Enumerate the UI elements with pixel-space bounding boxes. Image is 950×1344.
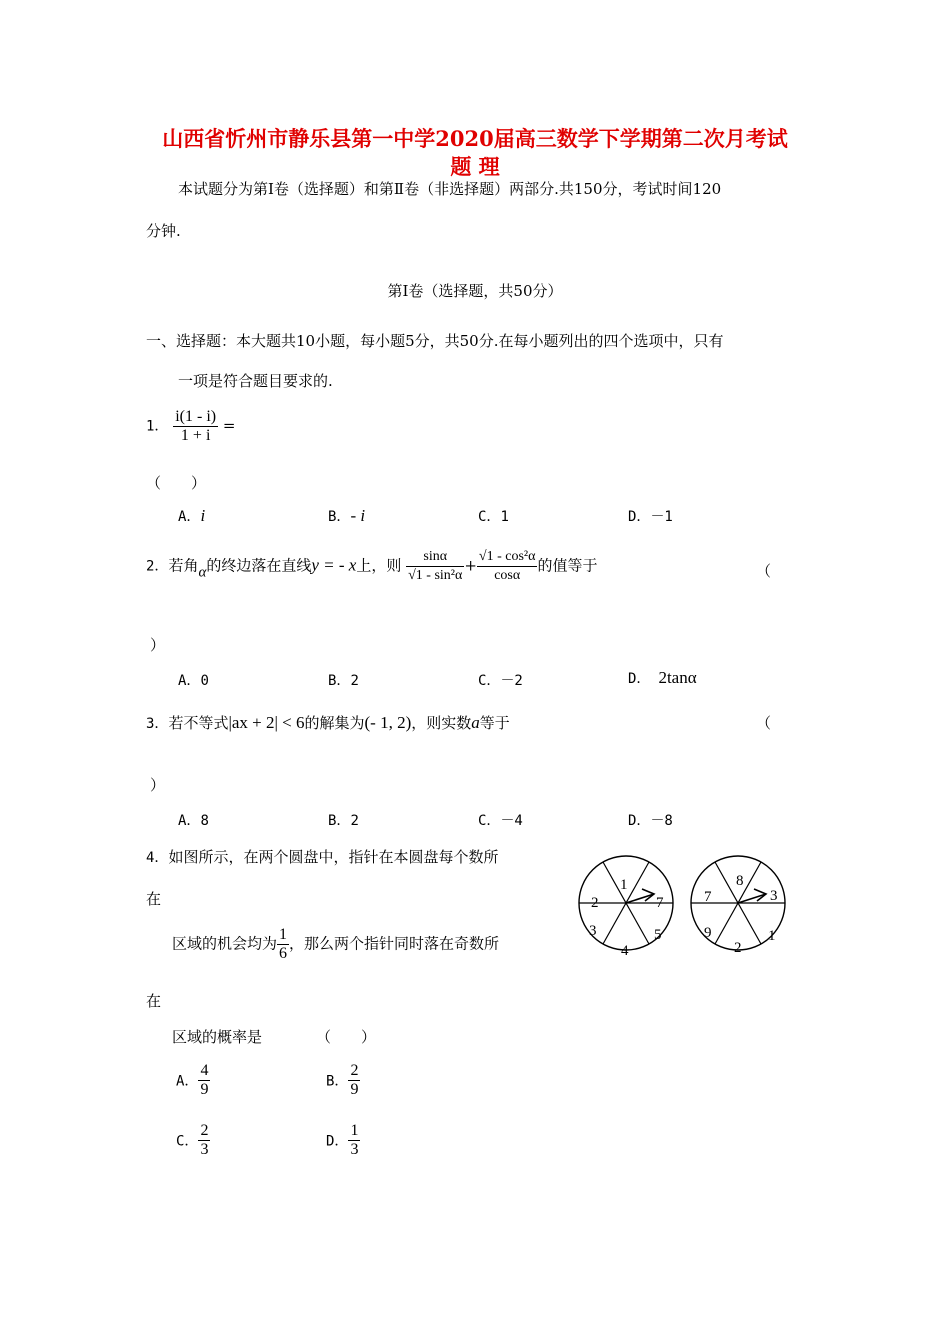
option-label: D． xyxy=(326,1133,349,1150)
disk1-number: 2 xyxy=(591,895,599,911)
q3-option-a xyxy=(178,810,209,830)
spinner-disks-figure xyxy=(570,848,790,960)
option-label: B． xyxy=(326,1073,349,1090)
q1-fraction xyxy=(173,408,218,445)
q3-paren-close: ） xyxy=(150,776,166,794)
option-value: i xyxy=(200,506,206,525)
q4-text2a: 区域的机会均为 xyxy=(172,934,278,953)
q3-number: 3． xyxy=(146,716,169,732)
document-title-line1: 山西省忻州市静乐县第一中学2020届高三数学下学期第二次月考试 xyxy=(162,126,788,151)
q2-f1-den: √1 - sin²α xyxy=(408,568,463,583)
disk-1 xyxy=(579,856,673,959)
option-value: 2 xyxy=(350,673,359,689)
q3-text3: ，则实数 xyxy=(411,714,472,732)
option-label: C． xyxy=(176,1133,199,1150)
q2-fraction-2 xyxy=(477,548,538,585)
q2-option-a xyxy=(178,670,209,690)
option-fraction xyxy=(348,1062,360,1099)
option-num: 1 xyxy=(350,1122,359,1139)
q4-text2b: ，那么两个指针同时落在奇数所 xyxy=(289,934,500,953)
q2-line-equation: y = - x xyxy=(311,555,357,575)
q3-option-c xyxy=(478,810,523,830)
q2-paren-open: （ xyxy=(756,562,772,580)
option-value: 2 xyxy=(350,813,359,829)
q4-option-a xyxy=(176,1062,210,1099)
disk2-number: 8 xyxy=(736,873,744,889)
q3-option-b xyxy=(328,810,359,830)
option-value: 2tanα xyxy=(658,668,697,687)
q2-alpha: α xyxy=(198,564,207,581)
q4-number: 4． xyxy=(146,850,169,866)
option-value: －4 xyxy=(500,813,523,829)
q2-number: 2． xyxy=(146,558,169,575)
option-label: B． xyxy=(328,673,351,689)
q2-f2-den: cosα xyxy=(494,568,521,583)
q4-option-d xyxy=(326,1122,360,1159)
question-3 xyxy=(146,712,510,733)
option-num: 4 xyxy=(200,1062,209,1079)
question-1 xyxy=(146,408,235,445)
option-label: C． xyxy=(478,673,501,689)
disk2-number: 7 xyxy=(704,889,712,905)
q3-interval: (- 1, 2) xyxy=(364,713,412,732)
q2-plus: + xyxy=(464,556,477,575)
q2-option-b xyxy=(328,670,359,690)
q3-text4: 等于 xyxy=(479,714,510,732)
option-fraction xyxy=(198,1062,210,1099)
q1-frac-num: i(1 - i) xyxy=(175,408,217,425)
option-value: 0 xyxy=(200,673,209,689)
disk1-number: 5 xyxy=(654,927,662,943)
disk1-number: 4 xyxy=(621,943,629,959)
option-value: －2 xyxy=(500,673,523,689)
q2-option-d xyxy=(628,668,697,688)
disk1-number: 7 xyxy=(656,895,664,911)
option-value: 8 xyxy=(200,813,209,829)
option-num: 2 xyxy=(200,1122,209,1139)
q4-paren: （ ） xyxy=(316,1028,377,1046)
option-label: A． xyxy=(178,813,201,829)
q4-prob-num: 1 xyxy=(279,926,288,943)
q3-text1: 若不等式 xyxy=(168,714,229,732)
q2-option-c xyxy=(478,670,523,690)
option-label: D． xyxy=(628,509,651,525)
option-den: 9 xyxy=(350,1081,359,1098)
disk2-number: 1 xyxy=(768,928,776,944)
q1-number: 1． xyxy=(146,418,169,435)
q1-option-b xyxy=(328,506,365,526)
q4-text3: 区域的概率是 xyxy=(172,1028,263,1046)
q4-text1b: 在 xyxy=(146,890,162,908)
option-label: A． xyxy=(176,1073,199,1090)
q4-probability-fraction xyxy=(277,926,289,963)
q4-text2c: 在 xyxy=(146,992,162,1010)
document-title-line2: 题 理 xyxy=(450,154,500,179)
q1-equals: = xyxy=(222,416,236,435)
option-den: 9 xyxy=(200,1081,209,1098)
q1-paren: （ ） xyxy=(146,474,207,492)
q1-frac-den: 1 + i xyxy=(180,427,211,444)
q2-text1: 若角 xyxy=(168,556,199,575)
question-4-line1 xyxy=(146,846,498,867)
q4-prob-den: 6 xyxy=(279,945,288,962)
option-fraction xyxy=(198,1122,210,1159)
q3-inequality: |ax + 2| < 6 xyxy=(228,713,305,732)
intro-line2: 分钟. xyxy=(146,222,181,240)
disk2-number: 3 xyxy=(770,888,778,904)
disk1-number: 1 xyxy=(620,877,628,893)
q1-option-c xyxy=(478,506,509,526)
option-label: B． xyxy=(328,509,351,525)
option-label: D． xyxy=(628,813,651,829)
q2-f1-num: sinα xyxy=(406,548,464,567)
intro-line1: 本试题分为第Ⅰ卷（选择题）和第Ⅱ卷（非选择题）两部分.共150分，考试时间120 xyxy=(178,180,722,198)
option-label: C． xyxy=(478,813,501,829)
q2-text2: 的终边落在直线 xyxy=(206,556,312,575)
option-label: B． xyxy=(328,813,351,829)
option-num: 2 xyxy=(350,1062,359,1079)
question-4-line2 xyxy=(172,926,499,963)
option-value: －8 xyxy=(650,813,673,829)
option-value: - i xyxy=(350,506,366,525)
question-2 xyxy=(146,548,597,585)
q2-text4: 的值等于 xyxy=(537,556,598,575)
option-label: A． xyxy=(178,509,201,525)
section1-line1: 一、选择题：本大题共10小题，每小题5分，共50分.在每小题列出的四个选项中，只有 xyxy=(146,332,724,350)
option-den: 3 xyxy=(350,1141,359,1158)
q4-option-c xyxy=(176,1122,210,1159)
q2-fraction-1 xyxy=(406,548,464,585)
option-label: A． xyxy=(178,673,201,689)
q4-text1: 如图所示，在两个圆盘中，指针在本圆盘每个数所 xyxy=(168,848,499,866)
q1-option-a xyxy=(178,506,205,526)
disk-2 xyxy=(691,856,785,956)
q3-text2: 的解集为 xyxy=(304,714,365,732)
q1-option-d xyxy=(628,506,673,526)
q2-text3: 上，则 xyxy=(356,556,402,575)
q3-option-d xyxy=(628,810,673,830)
option-value: －1 xyxy=(650,509,673,525)
q3-paren-open: （ xyxy=(756,714,772,732)
option-label: C． xyxy=(478,509,501,525)
part1-heading: 第Ⅰ卷（选择题，共50分） xyxy=(387,282,563,300)
option-label: D． xyxy=(628,671,651,687)
q4-option-b xyxy=(326,1062,360,1099)
section1-line2: 一项是符合题目要求的. xyxy=(178,372,333,390)
q2-paren-close: ） xyxy=(150,636,166,654)
q2-f2-num: √1 - cos²α xyxy=(477,548,538,567)
disk2-number: 9 xyxy=(704,925,712,941)
option-value: 1 xyxy=(500,509,509,525)
q3-a: a xyxy=(471,713,480,732)
option-fraction xyxy=(348,1122,360,1159)
disk1-number: 3 xyxy=(589,923,597,939)
option-den: 3 xyxy=(200,1141,209,1158)
disk2-number: 2 xyxy=(734,940,742,956)
